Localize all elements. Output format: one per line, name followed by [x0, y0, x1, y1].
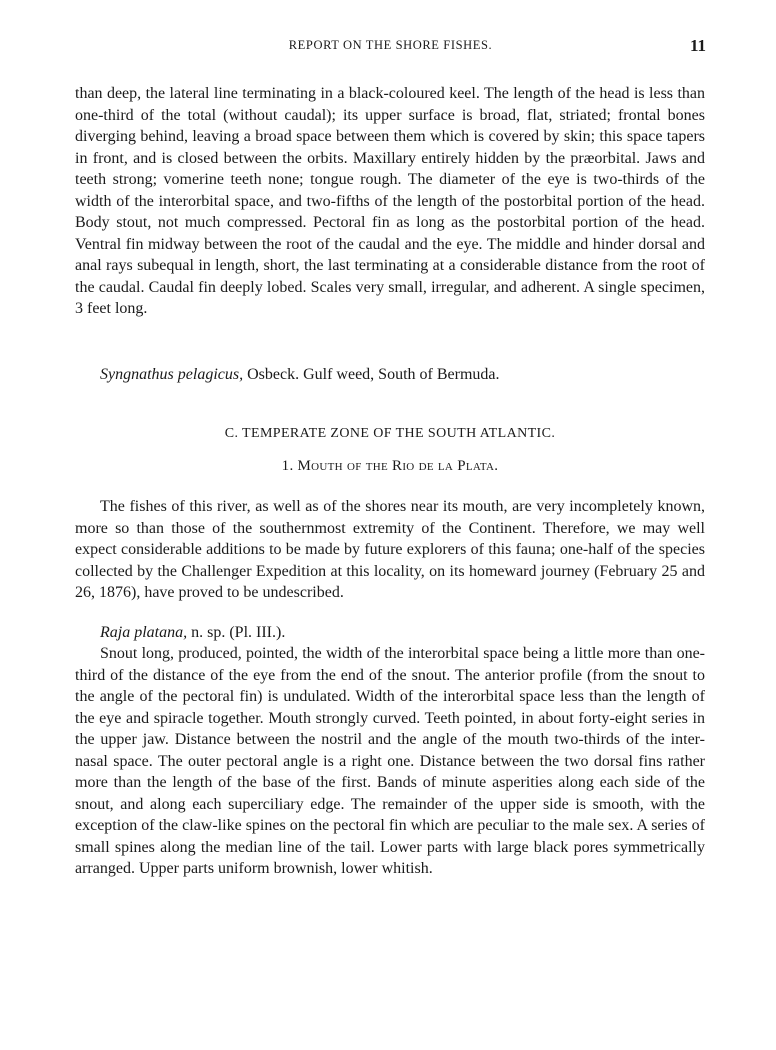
species-note-syngnathus: Osbeck. Gulf weed, South of Bermuda.: [243, 366, 500, 383]
section-heading: C. TEMPERATE ZONE OF THE SOUTH ATLANTIC.: [224, 426, 556, 441]
running-title: REPORT ON THE SHORE FISHES.: [288, 38, 493, 52]
species-entry-syngnathus: [75, 364, 705, 386]
running-head: [75, 38, 706, 62]
paragraph-raja-description: Snout long, produced, pointed, the width of the interorbital space being a little more than one-third of the distance of the eye from the end of the snout. The anterior profile (from the snout to the angle of the pectoral fin) is undulated. Width of the interorbital space less than the length of the eye and spiracle together. Mouth strongly curved. Teeth pointed, in about forty-eight series in the upper jaw. Distance between the nostril and the angle of the mouth two-thirds of the inter-nasal space. The outer pectoral angle is a right one. Distance between the two dorsal fins rather more than the length of the base of the first. Bands of minute asperities along each side of the snout, and along each superciliary edge. The remainder of the upper side is smooth, with the exception of the claw-like spines on the pectoral fin which are peculiar to the male sex. A series of small spines along the median line of the tail. Lower parts with large black pores symmetrically arranged. Upper parts uniform brownish, lower whitish.: [75, 645, 705, 877]
subsection-heading: 1. Mouth of the Rio de la Plata.: [281, 458, 499, 474]
species-note-raja: n. sp. (Pl. III.).: [187, 624, 286, 641]
species-name-syngnathus: Syngnathus pelagicus,: [100, 366, 244, 383]
species-entry-raja: [75, 622, 705, 644]
page-number: 11: [689, 36, 706, 55]
paragraph-continuation: than deep, the lateral line terminating in a black-coloured keel. The length of the head is less than one-third of the total (without caudal); its upper surface is broad, flat, striated; frontal bones diverging behind, leaving a broad space between them which is covered by skin; this space tapers in front, and is closed between the orbits. Maxillary entirely hidden by the præorbital. Jaws and teeth strong; vomerine teeth none; tongue rough. The diameter of the eye is two-thirds of the width of the interorbital space, and two-fifths of the length of the postorbital portion of the head. Body stout, not much compressed. Pectoral fin as long as the postorbital portion of the head. Ventral fin midway between the root of the caudal and the eye. The middle and hinder dorsal and anal rays subequal in length, short, the last terminating at a considerable distance from the root of the caudal. Caudal fin deeply lobed. Scales very small, irregular, and adherent. A single specimen, 3 feet long.: [75, 85, 705, 317]
paragraph-plata-intro: The fishes of this river, as well as of the shores near its mouth, are very incompletely known, more so than those of the southernmost extremity of the Continent. Therefore, we may well expect considerable additions to be made by future explorers of this fauna; one-half of the species collected by the Challenger Expedition at this locality, on its homeward journey (February 25 and 26, 1876), have proved to be undescribed.: [75, 498, 705, 601]
species-name-raja: Raja platana,: [100, 624, 188, 641]
